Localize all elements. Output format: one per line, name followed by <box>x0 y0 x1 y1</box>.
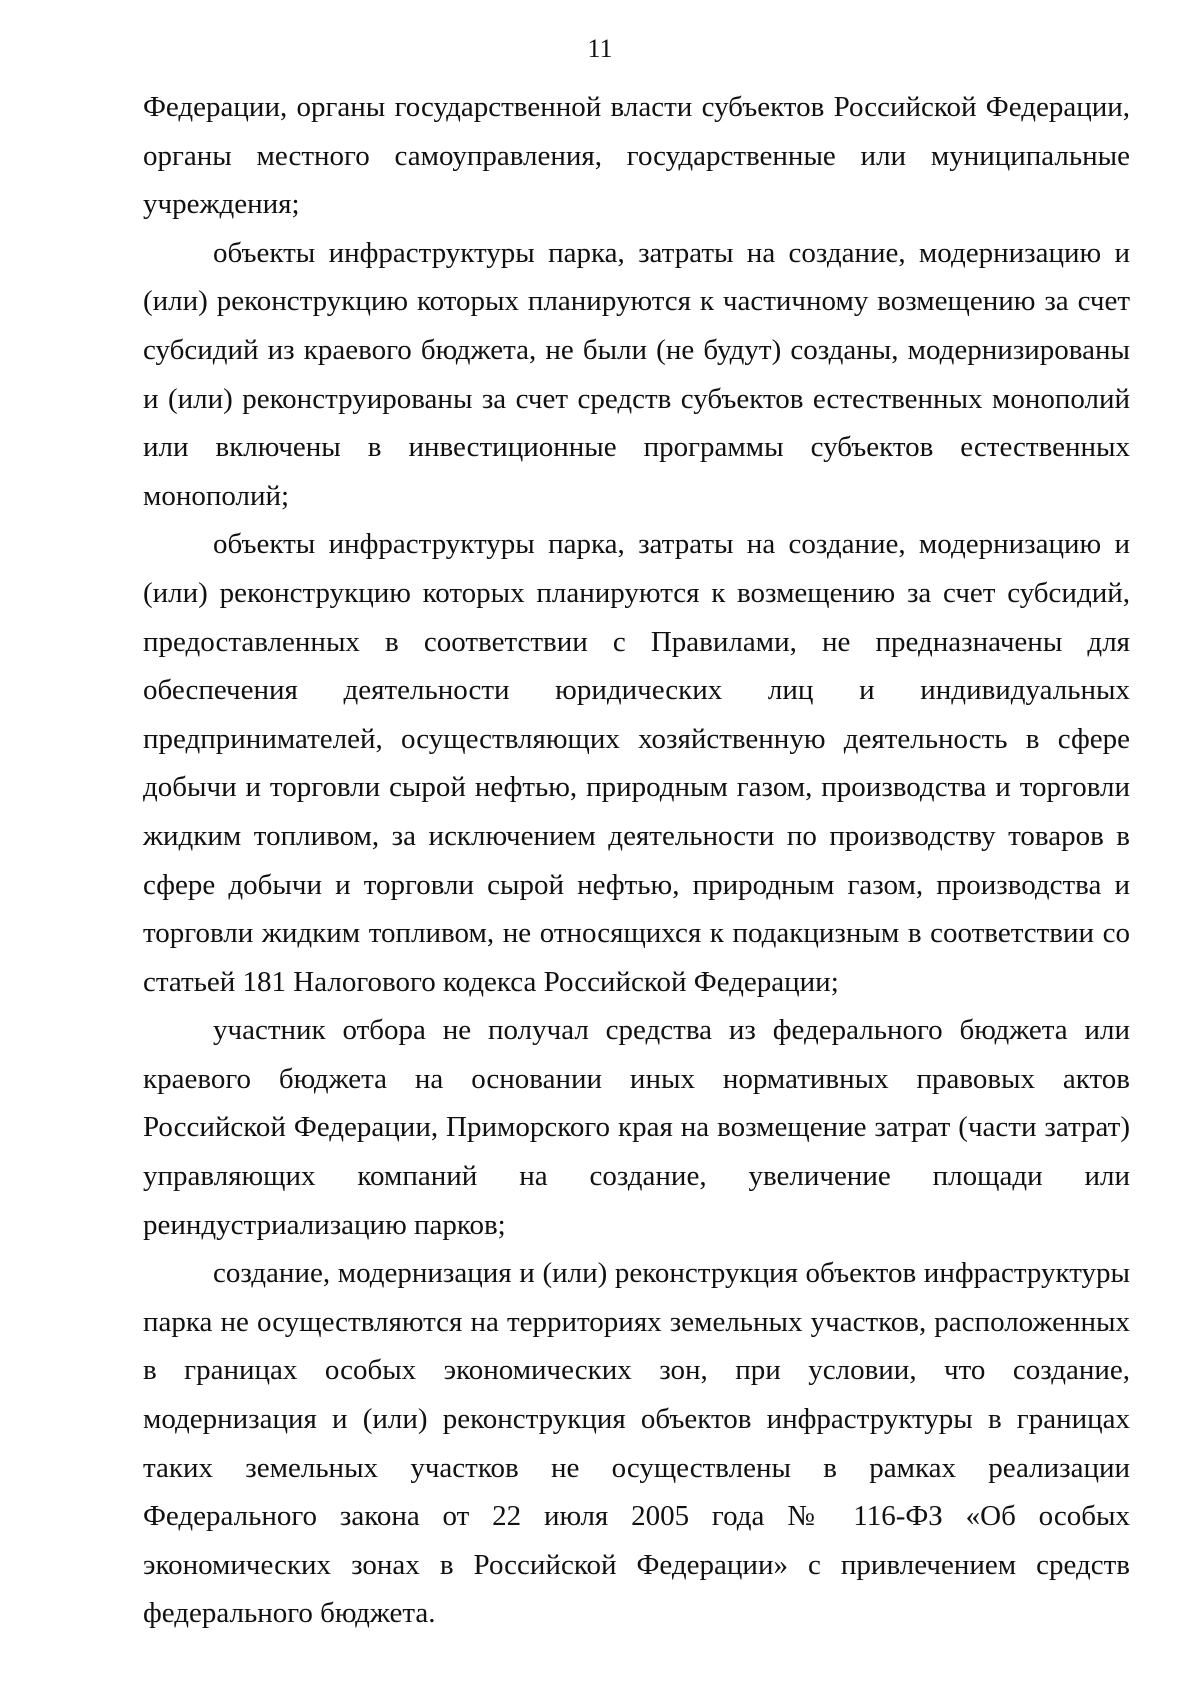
document-body <box>143 83 1130 1638</box>
paragraph-special-economic-zones: создание, модернизация и (или) реконструкция объектов инфраструктуры парка не осуществляются на территориях земельных участков, расположенных в границах особых экономических зон, при условии, что создание, модернизация и (или) реконструкция объектов инфраструктуры в границах таких земельных участков не осуществлены в рамках реализации Федерального закона от 22 июля 2005 года № 116-ФЗ «Об особых экономических зонах в Российской Федерации» с привлечением средств федерального бюджета. <box>143 1257 1130 1630</box>
page-number: 11 <box>587 34 613 63</box>
paragraph-participant-funds: участник отбора не получал средства из федерального бюджета или краевого бюджета на основании иных нормативных правовых актов Российской Федерации, Приморского края на возмещение затрат (части затрат) управляющих компаний на создание, увеличение площади или реиндустриализацию парков; <box>143 1014 1130 1241</box>
paragraph-infrastructure-monopolies: объекты инфраструктуры парка, затраты на создание, модернизацию и (или) реконструкцию которых планируются к частичному возмещению за счет субсидий из краевого бюджета, не были (не будут) созданы, модернизированы и (или) реконструированы за счет средств субъектов естественных монополий или включены в инвестиционные программы субъектов естественных монополий; <box>143 236 1130 512</box>
paragraph-continuation: Федерации, органы государственной власти субъектов Российской Федерации, органы местного самоуправления, государственные или муниципальные учреждения; <box>143 91 1130 221</box>
paragraph-infrastructure-oil-gas: объекты инфраструктуры парка, затраты на создание, модернизацию и (или) реконструкцию которых планируются к возмещению за счет субсидий, предоставленных в соответствии с Правилами, не предназначены для обеспечения деятельности юридических лиц и индивидуальных предпринимателей, осуществляющих хозяйственную деятельность в сфере добычи и торговли сырой нефтью, природным газом, производства и торговли жидким топливом, за исключением деятельности по производству товаров в сфере добычи и торговли сырой нефтью, природным газом, производства и торговли жидким топливом, не относящихся к подакцизным в соответствии со статьей 181 Налогового кодекса Российской Федерации; <box>143 528 1130 998</box>
